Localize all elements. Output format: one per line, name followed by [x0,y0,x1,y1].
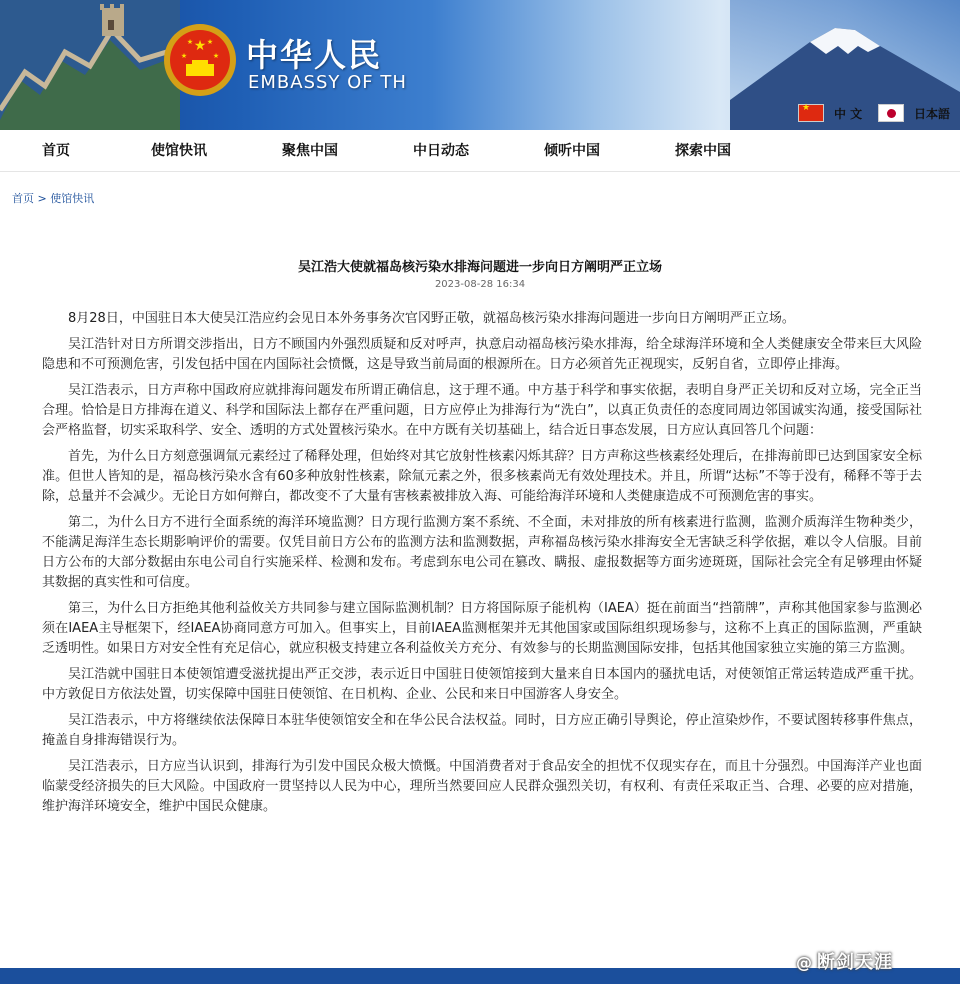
weibo-watermark [796,948,893,974]
nav-item-home[interactable]: 首页 [42,143,70,159]
svg-text:★: ★ [193,38,207,54]
china-flag-icon [798,104,824,122]
lang-switch-japanese[interactable] [878,104,950,122]
nav-item-focus-china[interactable]: 聚焦中国 [282,143,338,159]
article-paragraph: 吴江浩表示，日方应当认识到，排海行为引发中国民众极大愤慨。中国消费者对于食品安全的担忧不仅现实存在，而且十分强烈。中国海洋产业也面临蒙受经济损失的巨大风险。中国政府一贯坚持以人民为中心，理所当然要回应人民群众强烈关切，有权利、有责任采取正当、合理、必要的应对措施，维护海洋环境安全，维护中国民众健康。 [42,759,922,814]
great-wall-image [0,0,180,130]
lang-label-chinese: 中 文 [834,106,863,121]
lang-label-japanese: 日本語 [914,106,951,121]
article-paragraph: 吴江浩表示，中方将继续依法保障日本驻华使领馆安全和在华公民合法权益。同时，日方应正确引导舆论，停止渲染炒作，不要试图转移事件焦点，掩盖自身排海错误行为。 [42,713,922,748]
nav-item-explore-china[interactable]: 探索中国 [675,143,731,159]
article-paragraph: 吴江浩表示，日方声称中国政府应就排海问题发布所谓正确信息，这于理不通。中方基于科学和事实依据，表明自身严正关切和反对立场，完全正当合理。恰恰是日方排海在道义、科学和国际法上都存在严重问题，日方应停止为排海行为“洗白”，以真正负责任的态度同周边邻国诚实沟通，接受国际社会严格监督，切实采取科学、安全、透明的方式处置核污染水。在中方既有关切基础上，结合近日事态发展，日方应认真回答几个问题： [42,383,922,438]
nav-item-listen-china[interactable]: 倾听中国 [544,143,600,159]
lang-switch-chinese[interactable] [798,104,862,122]
svg-text:★: ★ [186,38,194,46]
article-paragraph: 吴江浩就中国驻日本使领馆遭受滋扰提出严正交涉，表示近日中国驻日使领馆接到大量来自日本国内的骚扰电话，对使领馆正常运转造成严重干扰。中方敦促日方依法处置，切实保障中国驻日使领馆、在日机构、企业、公民和来日中国游客人身安全。 [42,667,922,702]
article-paragraph: 第三，为什么日方拒绝其他利益攸关方共同参与建立国际监测机制？日方将国际原子能机构（IAEA）挺在前面当“挡箭牌”，声称其他国家参与监测必须在IAEA主导框架下，经IAEA协商同意方可加入。但事实上，目前IAEA监测框架并无其他国家或国际组织现场参与，这称不上真正的国际监测，严重缺乏透明性。如果日方对安全性有充足信心，就应积极支持建立各利益攸关方充分、有效参与的长期监测国际安排，包括其他国家独立实施的第三方监测。 [42,601,922,656]
article-date: 2023-08-28 16:34 [434,279,526,290]
svg-text:★: ★ [212,52,220,60]
national-emblem-icon [162,20,238,100]
article-title: 吴江浩大使就福岛核污染水排海问题进一步向日方阐明严正立场 [297,260,662,275]
site-title-en: EMBASSY OF TH [248,72,407,93]
nav-item-china-japan[interactable]: 中日动态 [413,143,469,159]
watermark-prefix: @ [796,953,813,972]
main-nav [0,130,960,172]
article-paragraph: 首先，为什么日方刻意强调氚元素经过了稀释处理，但始终对其它放射性核素闪烁其辞？日方声称这些核素经处理后，在排海前即已达到国家安全标准。但世人皆知的是，福岛核污染水含有60多种放射性核素，除氚元素之外，很多核素尚无有效处理技术。并且，所谓“达标”不等于没有，稀释不等于去除，总量并不会减少。无论日方如何辩白，都改变不了大量有害核素被排放入海、可能给海洋环境和人类健康造成不可预测危害的事实。 [42,449,922,504]
article-body [42,309,922,823]
svg-text:★: ★ [180,52,188,60]
nav-item-embassy-news[interactable]: 使馆快讯 [151,143,207,159]
breadcrumb [12,190,94,206]
breadcrumb-current-link[interactable]: 使馆快讯 [50,192,95,205]
svg-text:★: ★ [206,38,214,46]
article-paragraph: 吴江浩针对日方所谓交涉指出，日方不顾国内外强烈质疑和反对呼声，执意启动福岛核污染水排海，给全球海洋环境和全人类健康安全带来巨大风险隐患和不可预测危害，引发包括中国在内国际社会愤慨，这是导致当前局面的根源所在。日方必须首先正视现实，反躬自省，立即停止排海。 [42,337,922,372]
article-paragraph: 第二，为什么日方不进行全面系统的海洋环境监测？日方现行监测方案不系统、不全面，未对排放的所有核素进行监测，监测介质海洋生物种类少，不能满足海洋生态长期影响评价的需要。仅凭目前日方公布的监测方法和监测数据，声称福岛核污染水排海安全无害缺乏科学依据，难以令人信服。目前日方公布的大部分数据由东电公司自行实施采样、检测和发布。考虑到东电公司在篡改、瞒报、虚报数据等方面劣迹斑斑，国际社会完全有足够理由怀疑其数据的真实性和可信度。 [42,515,922,590]
breadcrumb-separator: > [37,192,47,205]
watermark-name: 断剑天涯 [817,952,893,973]
japan-flag-icon [878,104,904,122]
site-title-cn: 中华人民 [246,36,383,74]
article-paragraph: 8月28日，中国驻日本大使吴江浩应约会见日本外务事务次官冈野正敬，就福岛核污染水排海问题进一步向日方阐明严正立场。 [68,311,795,326]
breadcrumb-home-link[interactable]: 首页 [12,192,34,205]
site-banner [0,0,960,130]
